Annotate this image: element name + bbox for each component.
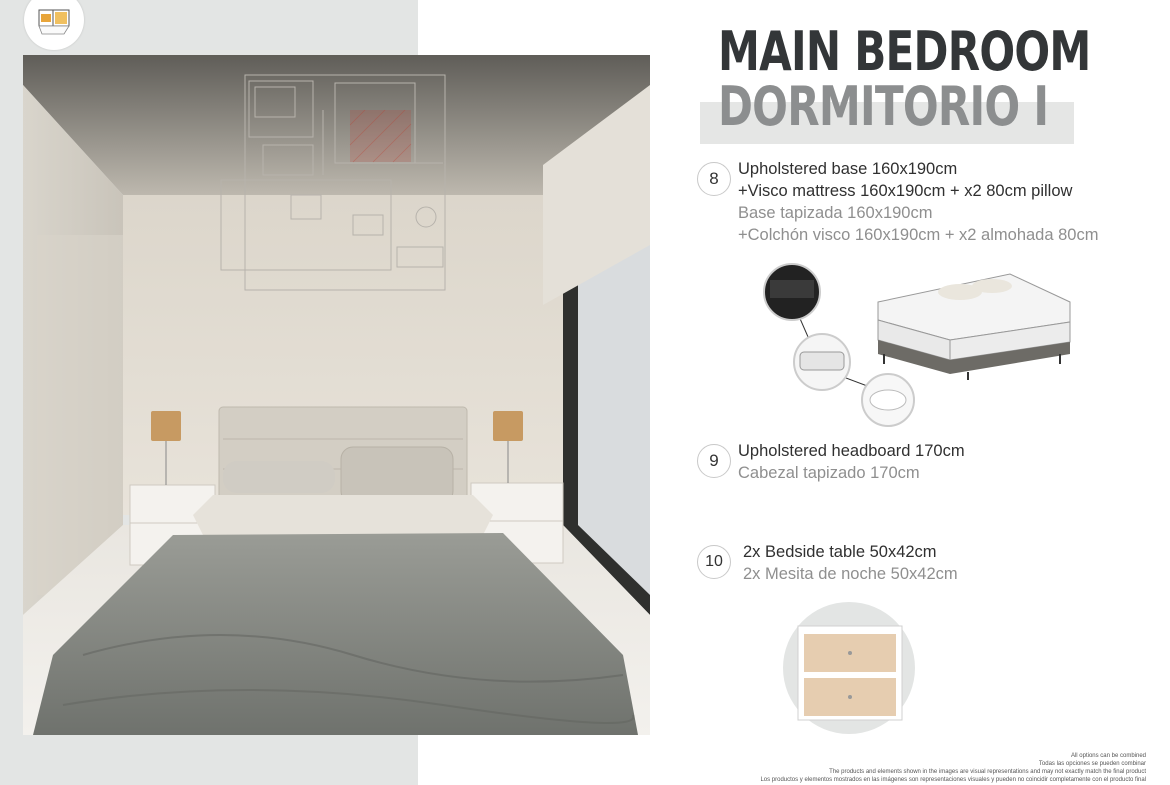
item-description-en: Upholstered headboard 170cm [738, 442, 965, 460]
item-description-en: Upholstered base 160x190cm [738, 160, 958, 178]
footer-line: All options can be combined [1070, 753, 1146, 759]
footer-disclaimer [760, 752, 1146, 784]
logo-badge [24, 0, 84, 50]
bedside-table-product-image [780, 600, 920, 736]
floorplan-thumbnail-icon [24, 0, 84, 50]
footer-line: Todas las opciones se pueden combinar [1038, 761, 1146, 767]
item-number: 9 [697, 444, 731, 478]
item-description-es: 2x Mesita de noche 50x42cm [743, 565, 958, 583]
mattress-product-image [760, 262, 1075, 427]
item-number: 10 [697, 545, 731, 579]
page-title: MAIN BEDROOM [718, 20, 1091, 83]
footer-line: Los productos y elementos mostrados en las imágenes son representaciones visuales y pueden no coincidir completamente con el producto final [760, 777, 1146, 783]
item-description-es: +Colchón visco 160x190cm + x2 almohada 80cm [738, 226, 1099, 244]
item-description-es: Base tapizada 160x190cm [738, 204, 933, 222]
page-subtitle: DORMITORIO I [718, 75, 1049, 138]
bedroom-photo [23, 55, 650, 735]
title-block [700, 20, 1091, 147]
footer-line: The products and elements shown in the images are visual representations and may not exactly match the final product [829, 769, 1146, 775]
item-description-en: +Visco mattress 160x190cm + x2 80cm pillow [738, 182, 1073, 200]
item-description-en: 2x Bedside table 50x42cm [743, 543, 937, 561]
item-description-es: Cabezal tapizado 170cm [738, 464, 920, 482]
item-number: 8 [697, 162, 731, 196]
